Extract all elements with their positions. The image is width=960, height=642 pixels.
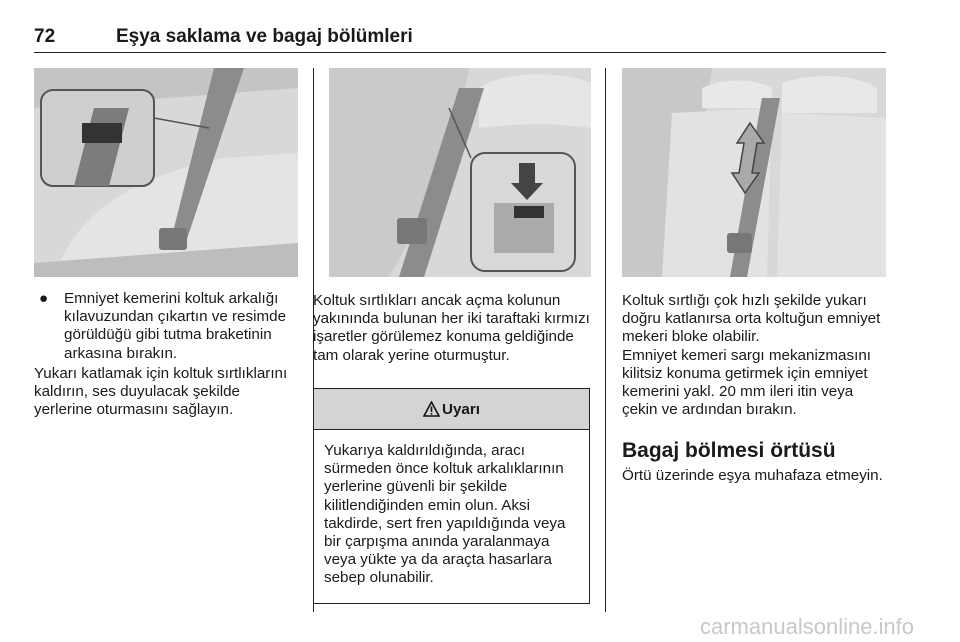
warning-text: Yukarıya kaldırıldığında, aracı sürmeden önce koltuk arkalıklarının yerlerine güvenli bir şekilde kilitlendiğinden emin olun. Aksi takdirde, sert fren yapıldığında veya bir çarpışma anında yaralanmaya veya yükte ya da araçta hasarlara sebep olunabilir. (324, 442, 566, 587)
column-3-text (622, 292, 892, 419)
section-text: Örtü üzerinde eşya muhafaza etmeyin. (622, 467, 883, 484)
page-number: 72 (34, 26, 56, 47)
paragraph: Emniyet kemeri sargı mekanizmasını kilitsiz konuma getirmek için emniyet kemerini yakl. 20 mm ileri itin veya çekin ve ardından bırakın. (622, 346, 871, 419)
column-2-text (313, 292, 593, 365)
paragraph: Yukarı katlamak için koltuk sırtlıklarını kaldırın, ses duyulacak şekilde yerlerine oturmasını sağlayın. (34, 364, 288, 419)
figure-center-belt-adjust (622, 68, 886, 277)
paragraph: Koltuk sırtlığı çok hızlı şekilde yukarı doğru katlanırsa orta koltuğun emniyet mekeri bloke olabilir. (622, 292, 881, 346)
column-1-text (34, 290, 298, 419)
paragraph: Koltuk sırtlıkları ancak açma kolunun yakınında bulunan her iki taraftaki kırmızı işaretler görülemez konuma geldiğinde tam olarak yerine oturmuştur. (313, 292, 590, 364)
figure-seatbelt-bracket (34, 68, 298, 277)
watermark: carmanualsonline.info (700, 614, 915, 639)
bullet-icon: ● (39, 290, 49, 307)
page-title: Eşya saklama ve bagaj bölümleri (116, 26, 413, 47)
bullet-item (34, 290, 298, 363)
bullet-text: Emniyet kemerini koltuk arkalığı kılavuzundan çıkartın ve resimde görüldüğü gibi tutma braketinin arkasına bırakın. (64, 290, 287, 362)
warning-title: Uyarı (442, 400, 480, 418)
warning-box (313, 388, 590, 604)
warning-triangle-icon (423, 401, 440, 417)
warning-header (314, 389, 589, 430)
section-title: Bagaj bölmesi örtüsü (622, 439, 836, 462)
page-header (34, 26, 886, 53)
column-divider-2 (605, 68, 606, 612)
figure-backrest-red-marks (329, 68, 591, 277)
